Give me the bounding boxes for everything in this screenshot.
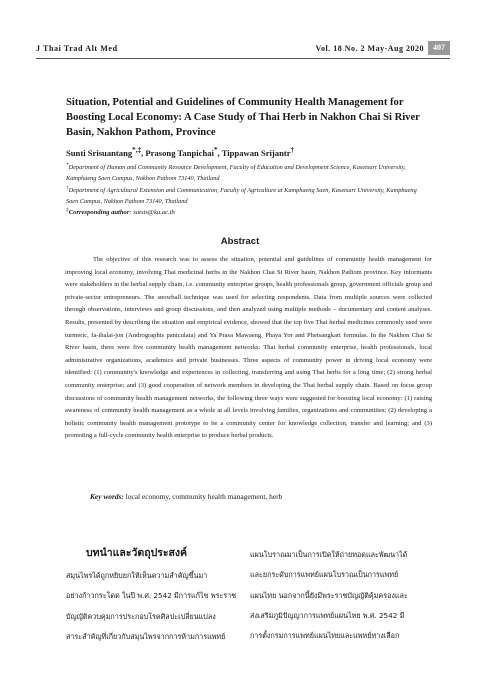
affiliation-text: Department of Agricultural Extension and Communication, Faculty of Agriculture at Kamphaeng Saen, Kasetsart University, Kamphaeng Saen Campus, Nakhon Pathom 73140, Thailand [66,187,417,206]
journal-name: J Thai Trad Alt Med [36,44,118,53]
running-header [36,41,450,57]
author-superscript: *,‡ [132,146,142,154]
affiliation [66,183,426,207]
author-name: Sunti Srisuantang [66,147,133,158]
body-line: และยกระดับการแพทย์แผนโบราณเป็นการแพทย์ [250,570,399,580]
corresponding-email: : satsts@ku.ac.th [129,209,175,217]
body-column-right [250,545,425,646]
body-column-left [66,566,241,647]
body-line: สาระสำคัญที่เกี่ยวกับสมุนไพรจากการห้ามการแพทย์ [66,631,226,641]
affiliation-text: Department of Human and Community Resource Development, Faculty of Education and Development Science, Kasetsart University, Kamphaeng Saen Campus, Nakhon Pathom 73140, Thailand [66,164,406,183]
section-heading: บทนำและวัตถุประสงค์ [86,547,188,559]
author-superscript: † [290,146,295,154]
body-line: ส่งเสริมภูมิปัญญาการแพทย์แผนไทย พ.ศ. 2542 มี [250,610,405,620]
corresponding-mark: ‡ [66,207,69,213]
issue-info: Vol. 18 No. 2 May-Aug 2020 [315,44,424,53]
abstract-heading: Abstract [220,236,260,247]
abstract-body: The objective of this research was to assess the situation, potential and guidelines of community health management for improving local economy, involving Thai medicinal herbs in the Nakhon Chai Si River basin, Nakhon Pathom province. Key informants were stakeholders in the herbal supply chain, i.e. community enterprise groups, health professionals group, government officials group and private-sector entrepreneurs. The snowball technique was used for selecting respondents. Data from multiple sources were collected through observations, interviews and group discussions, and then analyzed using multiple methods – documentary and content analyses. Results, presented by describing the situation and empirical evidence, showed that the top five Thai herbal medicines commonly used were turmeric, fa-thalai-jon (Andrographis paniculata) and Ya Prasa Mawaeng, Phaya Yor and Phetsangkart formulas. In the Nakhon Chai Si River basin, there were five community health management networks: Thai herbal community enterprise, health professionals, local administrative organizations, academics and private businesses. Three aspects of community power in driving local economy were identified: (1) community's knowledge and experiences in collecting, transferring and using Thai herbs for a long time; (2) strong herbal community enterprise; and (3) good cooperation of network members in developing the Thai herbal supply chain. Based on focus group discussions of community health management networks, the following three ways were suggested for boosting local economy: (1) raising awareness of community health management as a whole at all levels involving families, organizations and communities; (2) developing a holistic community health management prototype to be a community center for knowledge collection, transfer and learning; and (3) promoting a full-cycle community health enterprise to produce herbal products. [65,256,432,440]
body-line: แผนไทย นอกจากนี้ยังมีพระราชบัญญัติคุ้มครองและ [250,590,408,600]
keywords-label: Key words: [90,492,124,501]
affiliation-mark: † [66,185,69,191]
keywords [90,492,282,501]
body-line: บัญญัติควบคุมการประกอบโรคศิลปะเปลี่ยนแปลง [66,611,216,621]
body-line: อย่างก้าวกระโดด ในปี พ.ศ. 2542 มีการแก้ไข พระราช [66,591,237,601]
body-line: แผนโบราณมาเป็นการเปิดให้ถ่ายทอดและพัฒนาได้ [250,550,408,559]
article-title: Situation, Potential and Guidelines of Community Health Management for Boosting Local Economy: A Case Study of Thai Herb in Nakhon Chai Si River Basin, Nakhon Pathom, Province [66,97,420,138]
affiliation [66,160,426,184]
author-superscript: * [213,146,218,154]
body-line: สมุนไพรได้ถูกหยิบยกให้เห็นความสำคัญขึ้นมา [66,571,208,580]
author-list: Sunti Srisuantang*,‡, Prasong Tanpichai*, Tippawan Srijantr† [66,146,295,158]
corresponding-label: Corresponding author [68,209,130,217]
page-number: 407 [428,41,450,55]
corresponding-author [66,207,175,216]
header-rule [36,58,450,59]
author-name: Prasong Tanpichai [145,147,214,158]
body-line: การตั้งกรมการแพทย์แผนไทยและแพทย์ทางเลือก [250,631,400,641]
affiliation-mark: * [66,162,69,168]
author-name: Tippawan Srijantr [221,147,291,158]
keywords-text: local economy, community health management, herb [125,492,283,501]
